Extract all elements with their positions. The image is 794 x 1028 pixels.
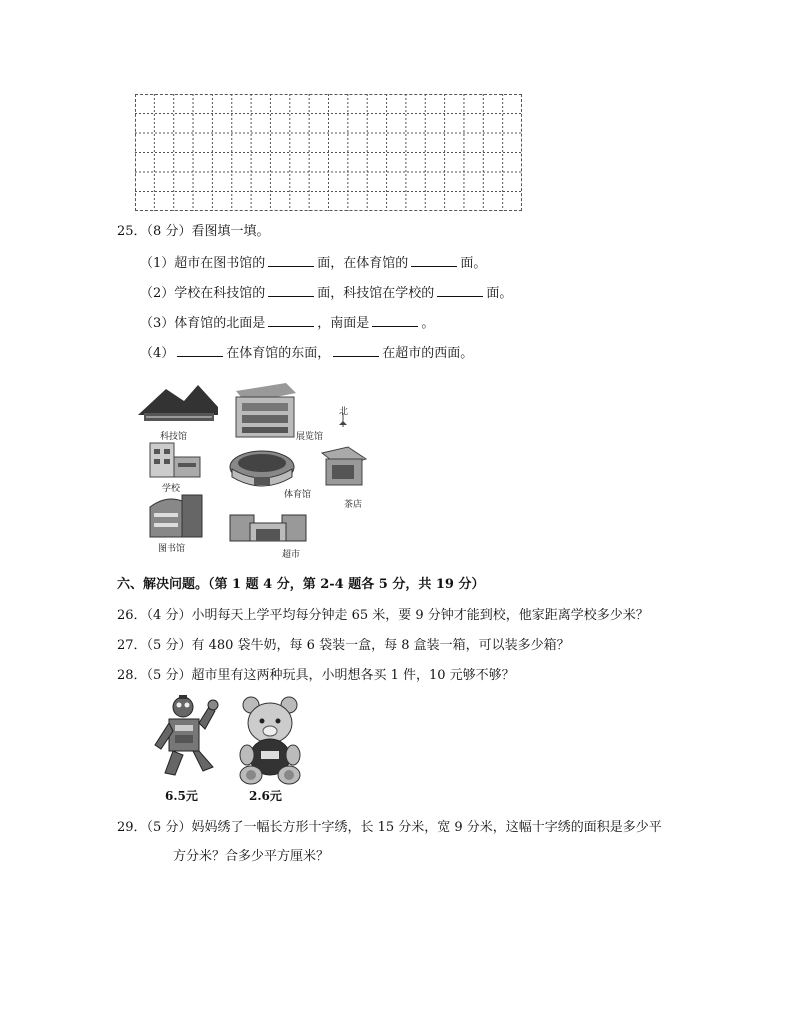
q29-line-2: 方分米？合多少平方厘米？: [173, 849, 330, 864]
answer-blank[interactable]: [268, 314, 314, 327]
answer-blank[interactable]: [411, 254, 457, 267]
q29-text-1: 妈妈绣了一幅长方形十字绣，长 15 分米，宽 9 分米，这幅十字绣的面积是多少平: [191, 820, 662, 835]
q27: [117, 637, 570, 655]
school-building: [150, 443, 200, 477]
q25-item-text: 面，科技馆在学校的: [317, 286, 435, 301]
robot-toy-icon: [155, 695, 218, 775]
answer-blank[interactable]: [333, 344, 379, 357]
map-illustration: [136, 377, 370, 560]
label-tea-shop: 茶店: [344, 500, 363, 510]
label-science-museum: 科技馆: [160, 432, 188, 442]
label-north: 北: [339, 407, 349, 417]
q25-item-text: 面。: [486, 286, 513, 301]
q25-item-text: 在体育馆的东面，: [226, 346, 331, 361]
q25-item-label: （4）: [140, 346, 175, 361]
q25-header: [117, 223, 269, 241]
q25-item-text: 面。: [460, 256, 487, 271]
label-school: 学校: [162, 484, 181, 494]
answer-blank[interactable]: [268, 254, 314, 267]
q28-text: 超市里有这两种玩具，小明想各买 1 件，10 元够不够？: [191, 668, 515, 683]
q26-score: （4 分）: [146, 608, 192, 623]
toys-picture: [143, 693, 313, 806]
q28-score: （5 分）: [146, 668, 192, 683]
q25-item-text: 体育馆的北面是: [174, 316, 266, 331]
label-library: 图书馆: [158, 544, 186, 554]
q25-item-text: 面，在体育馆的: [317, 256, 409, 271]
direction-map: [136, 377, 370, 560]
q25-item-label: （2）: [140, 286, 175, 301]
bear-price: 2.6元: [249, 789, 282, 803]
q28-number: 28．: [117, 668, 147, 683]
q25-prompt: 看图填一填。: [191, 224, 270, 239]
tea-shop-building: [322, 447, 366, 485]
q29-score: （5 分）: [146, 820, 192, 835]
q25-number: 25．: [117, 224, 147, 239]
q25-item-3: [140, 314, 434, 333]
q25-item-2: [140, 284, 512, 303]
library-building: [150, 495, 202, 537]
q25-item-label: （1）: [140, 256, 175, 271]
label-exhibition-hall: 展览馆: [296, 432, 324, 442]
q25-item-4: [140, 344, 473, 363]
q25-item-text: 在超市的西面。: [382, 346, 474, 361]
q25-item-label: （3）: [140, 316, 175, 331]
answer-blank[interactable]: [268, 284, 314, 297]
q27-number: 27．: [117, 638, 147, 653]
answer-blank[interactable]: [437, 284, 483, 297]
section-6-title: 六、解决问题。（第 1 题 4 分，第 2-4 题各 5 分，共 19 分）: [117, 577, 485, 592]
q29-number: 29．: [117, 820, 147, 835]
q26-number: 26．: [117, 608, 147, 623]
q25-item-1: [140, 254, 486, 273]
science-museum-building: [138, 385, 218, 421]
answer-blank[interactable]: [372, 314, 418, 327]
q25-item-text: 学校在科技馆的: [174, 286, 266, 301]
q26: [117, 607, 649, 625]
q26-text: 小明每天上学平均每分钟走 65 米，要 9 分钟才能到校，他家距离学校多少米？: [191, 608, 649, 623]
q29-line-1: [117, 819, 662, 837]
label-stadium: 体育馆: [284, 490, 312, 500]
teddy-bear-toy-icon: [240, 697, 300, 784]
dashed-grid: [135, 94, 522, 211]
q27-text: 有 480 袋牛奶，每 6 袋装一盒，每 8 盒装一箱，可以装多少箱？: [191, 638, 570, 653]
q25-item-text: 超市在图书馆的: [174, 256, 266, 271]
q25-score: （8 分）: [146, 224, 192, 239]
stadium-building: [230, 451, 294, 486]
answer-blank[interactable]: [177, 344, 223, 357]
q27-score: （5 分）: [146, 638, 192, 653]
grid-lines: [135, 94, 522, 211]
supermarket-building: [230, 515, 306, 541]
robot-price: 6.5元: [165, 789, 198, 803]
q25-item-text: 。: [421, 316, 435, 331]
q28: [117, 667, 515, 685]
q25-item-text: ，南面是: [317, 316, 370, 331]
exhibition-hall-building: [236, 383, 296, 437]
label-supermarket: 超市: [282, 550, 301, 560]
